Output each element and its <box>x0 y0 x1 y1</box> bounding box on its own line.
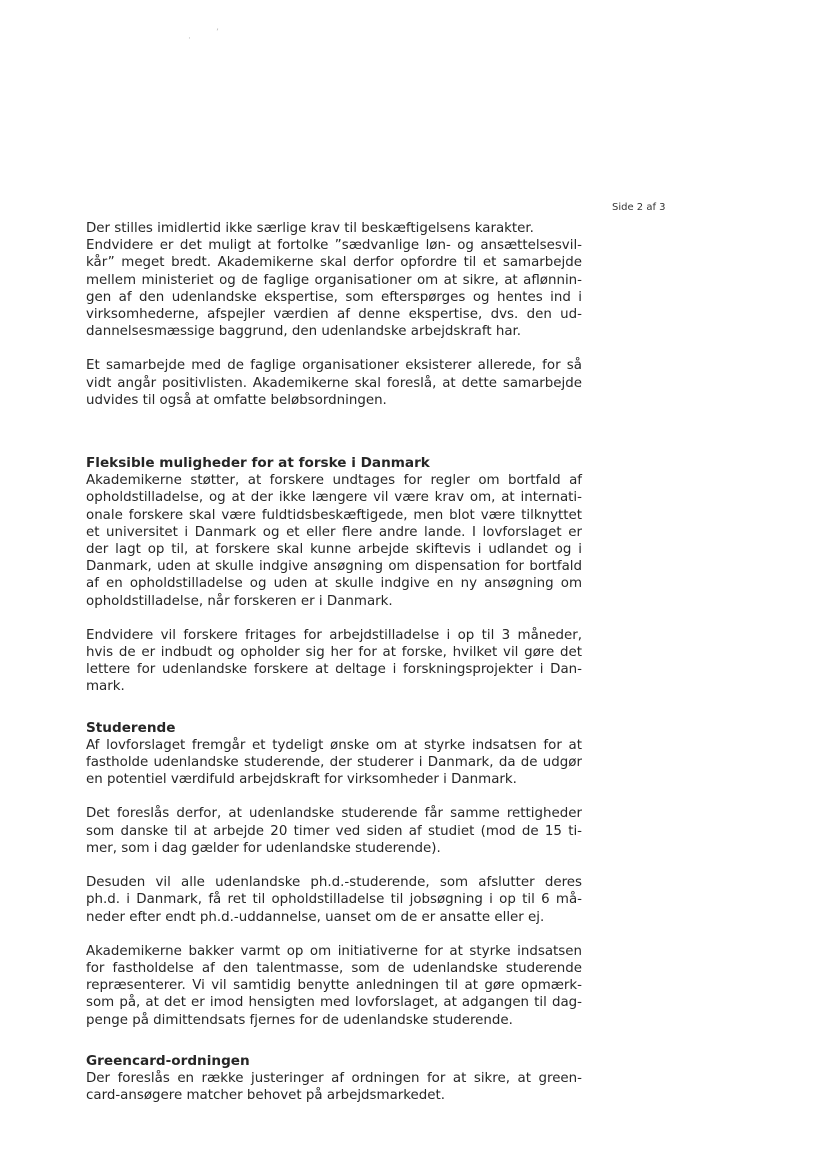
text-line: neder efter endt ph.d.-uddannelse, uanset om de er ansatte eller ej. <box>86 909 545 925</box>
paragraph-cooperation <box>86 357 582 409</box>
text-line: af en opholdstilladelse og uden at skulle indgive en ny ansøgning om <box>86 576 582 592</box>
text-line: ph.d. i Danmark, få ret til opholdstilladelse til jobsøgning i op til 6 må- <box>86 892 582 908</box>
text-line: Akademikerne støtter, at forskere undtages for regler om bortfald af <box>86 473 582 489</box>
text-line: for fastholdelse af den talentmasse, som de udenlandske studerende <box>86 960 582 976</box>
paragraph-phd <box>86 874 582 926</box>
text-line: lettere for udenlandske forskere at deltage i forskningsprojekter i Dan- <box>86 662 582 678</box>
text-line: Et samarbejde med de faglige organisationer eksisterer allerede, for så <box>86 358 582 374</box>
text-line: som danske til at arbejde 20 timer ved siden af studiet (mod de 15 ti- <box>86 823 582 839</box>
scan-speck: ʼ <box>216 28 219 38</box>
text-line: mer, som i dag gælder for udenlandske studerende). <box>86 840 441 856</box>
text-line: udvides til også at omfatte beløbsordningen. <box>86 392 387 408</box>
text-line: kår” meget bredt. Akademikerne skal derfor opfordre til et samarbejde <box>86 255 582 271</box>
text-line: Danmark, uden at skulle indgive ansøgning om dispensation for bortfald <box>86 559 582 575</box>
scan-speck: · <box>188 34 191 44</box>
section-heading-researchers: Fleksible muligheder for at forske i Danmark <box>86 455 430 472</box>
paragraph-salary-terms <box>86 220 582 340</box>
text-line: penge på dimittendsats fjernes for de udenlandske studerende. <box>86 1012 513 1028</box>
text-line: virksomhederne, afspejler værdien af denne ekspertise, dvs. den ud- <box>86 307 582 323</box>
text-line: der lagt op til, at forskere skal kunne arbejde skiftevis i udlandet og i <box>86 542 582 558</box>
text-line: mellem ministeriet og de faglige organisationer om at sikre, at aflønnin- <box>86 272 582 288</box>
text-line: en potentiel værdifuld arbejdskraft for virksomheder i Danmark. <box>86 772 517 788</box>
text-line: Der foreslås en række justeringer af ordningen for at sikre, at green- <box>86 1070 582 1086</box>
paragraph-students-intro <box>86 737 582 789</box>
section-heading-greencard: Greencard-ordningen <box>86 1052 250 1069</box>
text-line: opholdstilladelse, og at der ikke længere vil være krav om, at internati- <box>86 490 582 506</box>
text-line: Desuden vil alle udenlandske ph.d.-studerende, som afslutter deres <box>86 875 582 891</box>
text-line: som på, at det er imod hensigten med lovforslaget, at adgangen til dag- <box>86 995 582 1011</box>
text-line: Det foreslås derfor, at udenlandske studerende får samme rettigheder <box>86 806 582 822</box>
text-line: vidt angår positivlisten. Akademikerne skal foreslå, at dette samarbejde <box>86 375 582 391</box>
text-line: et universitet i Danmark og et eller flere andre lande. I lovforslaget er <box>86 524 582 540</box>
text-line: fastholde udenlandske studerende, der studerer i Danmark, da de udgør <box>86 755 582 771</box>
page-number: Side 2 af 3 <box>612 202 666 213</box>
paragraph-greencard <box>86 1070 582 1104</box>
text-line: Akademikerne bakker varmt op om initiativerne for at styrke indsatsen <box>86 943 582 959</box>
text-line: dannelsesmæssige baggrund, den udenlandske arbejdskraft har. <box>86 324 522 340</box>
text-line: hvis de er indbudt og opholder sig her for at forske, hvilket vil gøre det <box>86 645 582 661</box>
paragraph-students-hours <box>86 805 582 857</box>
paragraph-support <box>86 943 582 1029</box>
paragraph-work-permit <box>86 627 582 696</box>
section-heading-students: Studerende <box>86 719 176 736</box>
text-line: card-ansøgere matcher behovet på arbejdsmarkedet. <box>86 1088 446 1104</box>
text-line: mark. <box>86 679 125 695</box>
text-line: Der stilles imidlertid ikke særlige krav til beskæftigelsens karakter. <box>86 221 534 236</box>
paragraph-researchers <box>86 472 582 610</box>
text-line: Endvidere er det muligt at fortolke ”sædvanlige løn- og ansættelsesvil- <box>86 238 582 254</box>
text-line: gen af den udenlandske ekspertise, som efterspørges og hentes ind i <box>86 289 582 305</box>
text-line: repræsenterer. Vi vil samtidig benytte anledningen til at gøre opmærk- <box>86 978 582 994</box>
text-line: opholdstilladelse, når forskeren er i Danmark. <box>86 593 393 609</box>
letter-body <box>86 220 582 1121</box>
text-line: Endvidere vil forskere fritages for arbejdstilladelse i op til 3 måneder, <box>86 627 582 643</box>
text-line: Af lovforslaget fremgår et tydeligt ønske om at styrke indsatsen for at <box>86 737 582 753</box>
text-line: onale forskere skal være fuldtidsbeskæftigede, men blot være tilknyttet <box>86 507 582 523</box>
